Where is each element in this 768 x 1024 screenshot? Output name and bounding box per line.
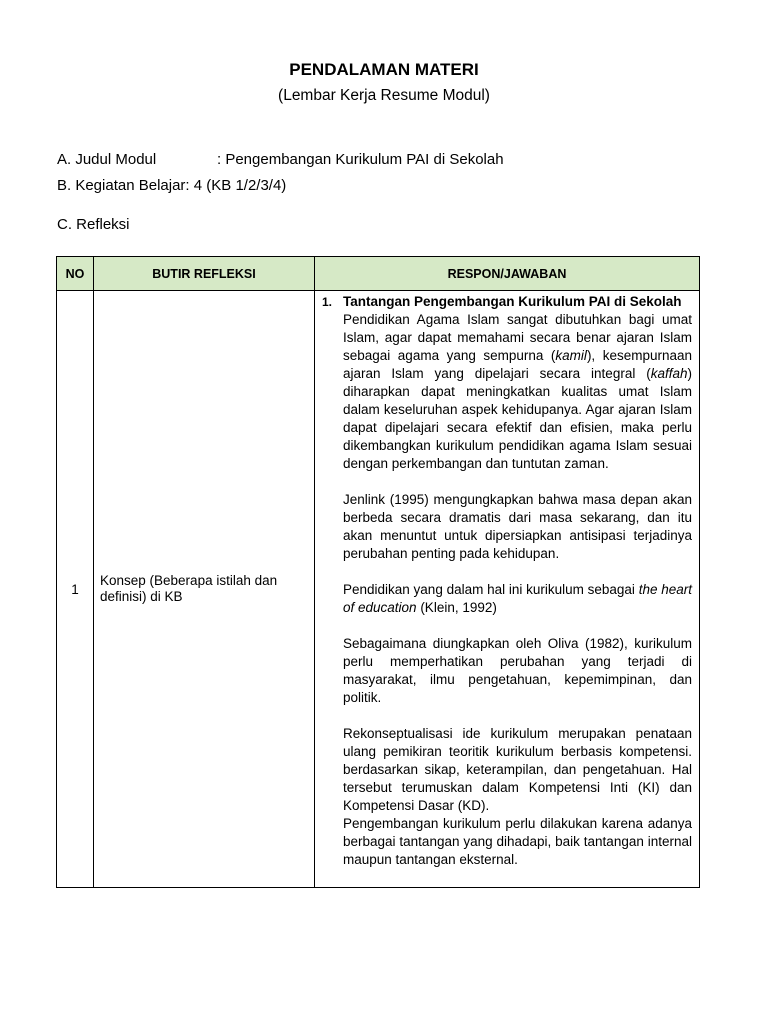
respon-heading-number: 1. xyxy=(322,295,333,309)
italic-term: the heart of education xyxy=(343,582,692,615)
paragraph-text: ), kesempurnaan ajaran Islam yang dipelajari secara integral ( xyxy=(343,348,692,381)
header-butir-refleksi: BUTIR REFLEKSI xyxy=(94,257,315,291)
paragraph-text: (Klein, 1992) xyxy=(416,600,497,615)
document-subtitle: (Lembar Kerja Resume Modul) xyxy=(278,87,490,104)
table-row xyxy=(57,291,700,888)
judul-modul-row xyxy=(57,151,504,168)
refleksi-table xyxy=(56,256,700,888)
respon-heading-text: Tantangan Pengembangan Kurikulum PAI di Sekolah xyxy=(343,294,682,309)
italic-term: kaffah xyxy=(650,366,688,381)
table-header-row xyxy=(57,257,700,291)
kegiatan-belajar-value: : 4 (KB 1/2/3/4) xyxy=(185,177,287,194)
respon-paragraph-6: Pengembangan kurikulum perlu dilakukan karena adanya berbagai tantangan yang dihadapi, baik tantangan internal maupun tantangan eksternal. xyxy=(343,816,692,867)
kegiatan-belajar-label: B. Kegiatan Belajar xyxy=(57,177,186,194)
header-respon-jawaban: RESPON/JAWABAN xyxy=(315,257,700,291)
row-number-cell: 1 xyxy=(57,291,94,888)
respon-jawaban-cell xyxy=(315,291,700,888)
respon-paragraph-3 xyxy=(343,581,692,617)
paragraph-text: Pendidikan yang dalam hal ini kurikulum sebagai xyxy=(343,582,639,597)
respon-paragraph-5: Rekonseptualisasi ide kurikulum merupakan penataan ulang pemikiran teoritik kurikulum berbasis kompetensi. berdasarkan sikap, keterampilan, dan pengetahuan. Hal tersebut terumuskan dalam Kompetensi Inti (KI) dan Kompetensi Dasar (KD). xyxy=(343,726,692,813)
italic-term: kamil xyxy=(555,348,587,363)
refleksi-label: C. Refleksi xyxy=(57,216,130,233)
respon-paragraph-1 xyxy=(343,311,692,473)
document-title: PENDALAMAN MATERI xyxy=(289,60,479,79)
respon-paragraph-2: Jenlink (1995) mengungkapkan bahwa masa depan akan berbeda secara dramatis dari masa sekarang, dan itu akan menuntut untuk dipersiapkan antisipasi terjadinya perubahan penting pada kehidupan. xyxy=(343,492,692,561)
respon-paragraph-4: Sebagaimana diungkapkan oleh Oliva (1982), kurikulum perlu memperhatikan perubahan yang terjadi di masyarakat, ilmu pengetahuan, kepemimpinan, dan politik. xyxy=(343,636,692,705)
header-no: NO xyxy=(57,257,94,291)
kegiatan-belajar-row xyxy=(57,177,286,194)
paragraph-text: Pendidikan Agama Islam sangat dibutuhkan bagi umat Islam, agar dapat memahami secara benar ajaran Islam sebagai agama yang sempurna ( xyxy=(343,312,692,363)
judul-modul-label: A. Judul Modul xyxy=(57,151,157,168)
butir-refleksi-cell: Konsep (Beberapa istilah dan definisi) di KB xyxy=(94,291,315,888)
paragraph-text: ) diharapkan dapat meningkatkan kualitas umat Islam dalam keseluruhan aspek kehidupanya. Agar ajaran Islam dapat dipelajari secara efektif dan efisien, maka perlu dikembangkan kurikulum pendidikan agama Islam sesuai dengan perkembangan dan tuntutan zaman. xyxy=(343,366,692,471)
respon-heading xyxy=(322,293,692,311)
judul-modul-value: : Pengembangan Kurikulum PAI di Sekolah xyxy=(217,151,504,168)
